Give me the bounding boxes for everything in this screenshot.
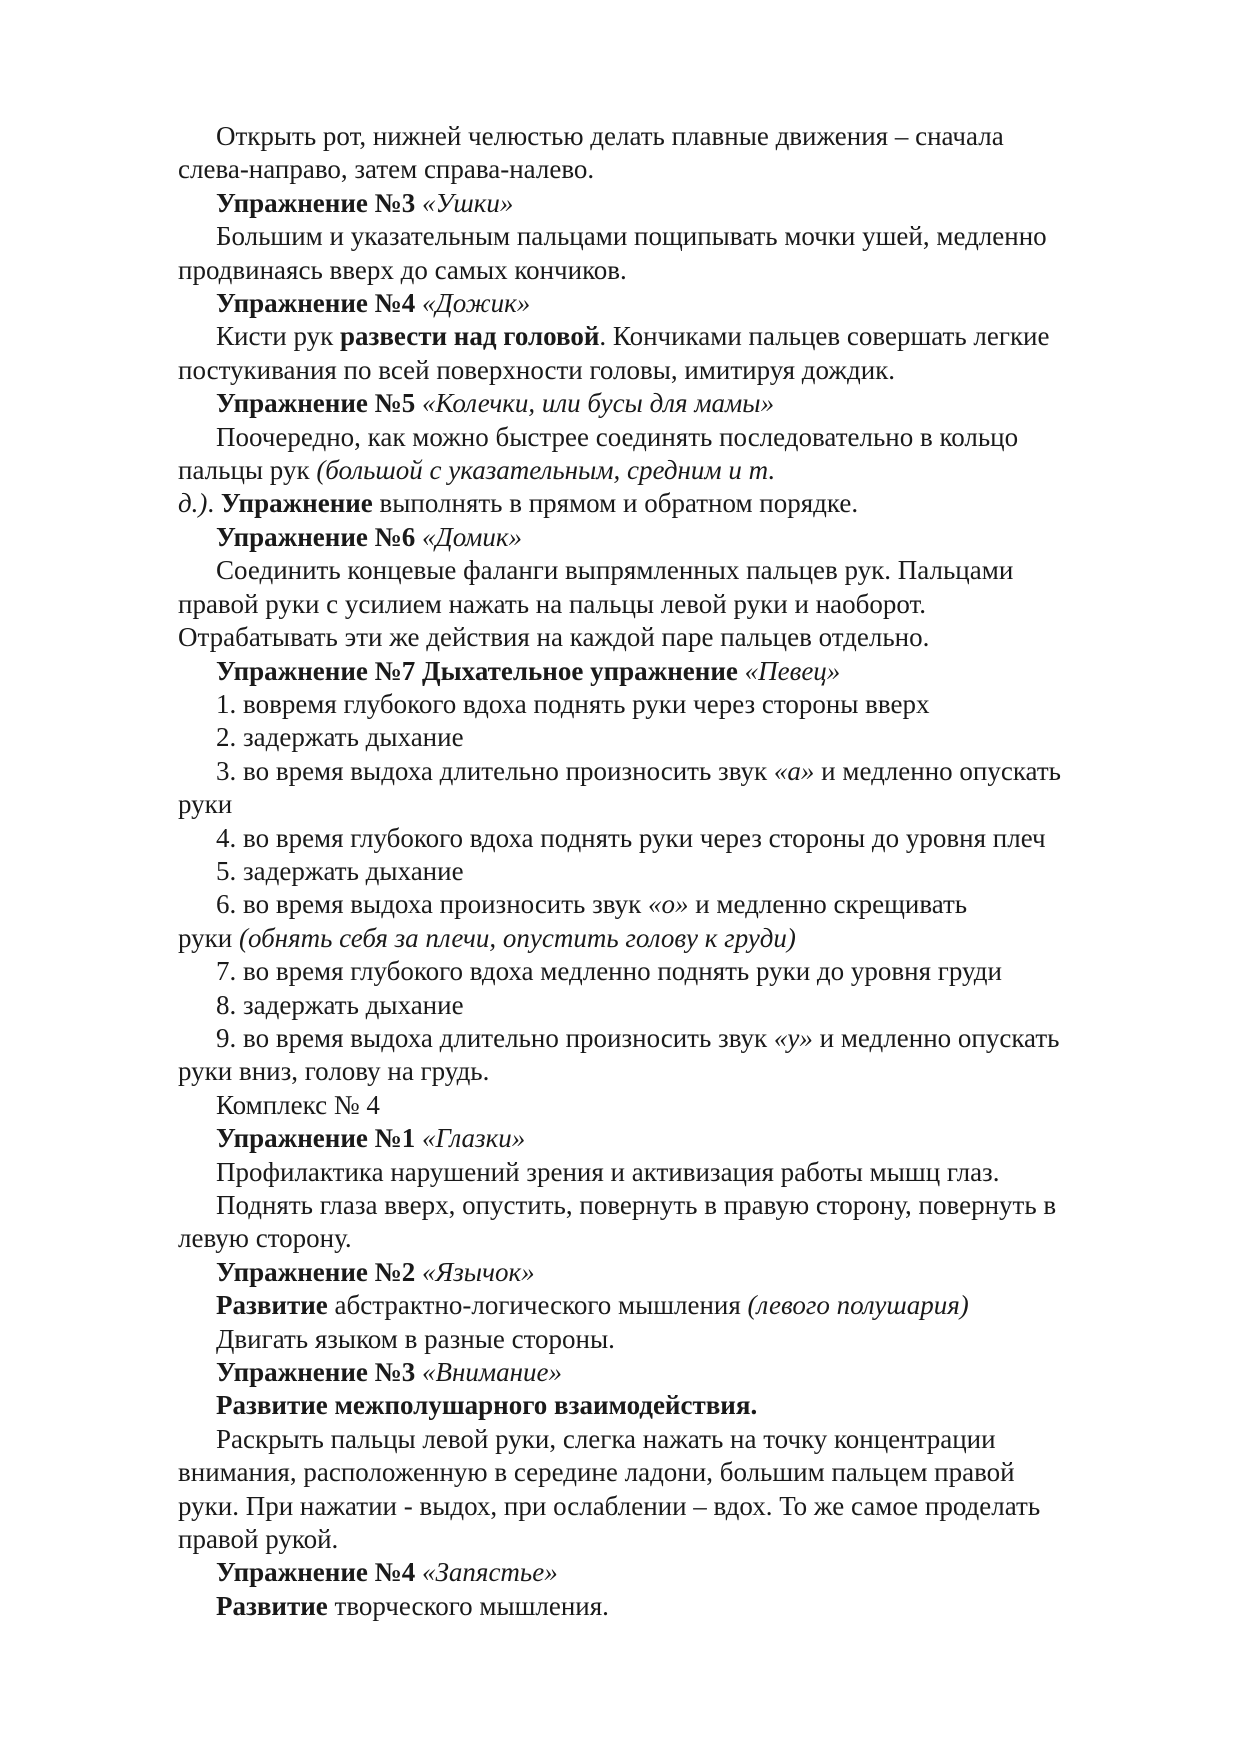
paragraph: Открыть рот, нижней челюстью делать плавные движения – сначала [216, 121, 1004, 151]
exercise-label: Упражнение №6 [216, 521, 416, 552]
paragraph: левую сторону. [178, 1223, 352, 1254]
exercise-name: «Ушки» [422, 187, 514, 218]
paragraph [178, 454, 1148, 487]
exercise-label: Упражнение №5 [216, 388, 416, 419]
paragraph: Поочередно, как можно быстрее соединять последовательно в кольцо [216, 421, 1019, 452]
italic-run: д.) [178, 488, 208, 519]
paragraph: Раскрыть пальцы левой руки, слегка нажать на точку концентрации [216, 1423, 996, 1454]
italic-run: (обнять себя за плечи, опустить голову к груди) [238, 922, 796, 953]
document-body [178, 120, 1148, 1623]
paragraph [178, 1289, 1148, 1322]
paragraph: Соединить концевые фаланги выпрямленных пальцев рук. Пальцами [216, 555, 1014, 586]
paragraph: руки. При нажатии - выдох, при ослаблении – вдох. То же самое проделать [178, 1490, 1041, 1521]
text-run: и медленно скрещивать [688, 889, 968, 920]
text-run: руки [178, 922, 239, 953]
paragraph: внимания, расположенную в середине ладони, большим пальцем правой [178, 1457, 1015, 1488]
exercise-label: Упражнение №7 Дыхательное упражнение [216, 655, 738, 686]
paragraph: Большим и указательным пальцами пощипывать мочки ушей, медленно [216, 221, 1047, 252]
exercise-label: Упражнение №4 [216, 288, 416, 319]
paragraph: продвинаясь вверх до самых кончиков. [178, 254, 627, 285]
exercise-label: Упражнение №2 [216, 1256, 416, 1287]
paragraph [178, 320, 1148, 353]
exercise-name: «Внимание» [422, 1357, 563, 1388]
paragraph: Поднять глаза вверх, опустить, повернуть в правую сторону, повернуть в [216, 1190, 1057, 1220]
list-item [178, 888, 1148, 921]
list-item: 1. вовремя глубокого вдоха поднять руки через стороны вверх [216, 688, 930, 719]
italic-run: «о» [647, 889, 689, 920]
exercise-name: «Глазки» [422, 1123, 526, 1154]
exercise-heading [178, 1556, 1148, 1589]
exercise-heading [178, 1356, 1148, 1389]
list-item-continuation: руки вниз, голову на грудь. [178, 1056, 490, 1087]
bold-run: Развитие [216, 1590, 328, 1621]
paragraph: Профилактика нарушений зрения и активизация работы мышц глаз. [216, 1156, 1000, 1187]
exercise-label: Упражнение №3 [216, 1357, 416, 1388]
bold-run: развести над головой [339, 321, 600, 352]
exercise-heading [178, 1256, 1148, 1289]
exercise-heading [178, 521, 1148, 554]
exercise-name: «Запястье» [422, 1557, 558, 1588]
text-run: . Кончиками пальцев совершать легкие [599, 321, 1050, 352]
italic-run: «у» [773, 1022, 813, 1053]
section-title: Комплекс № 4 [216, 1089, 380, 1120]
exercise-label: Упражнение №3 [216, 187, 416, 218]
paragraph: правой руки с усилием нажать на пальцы левой руки и наоборот. [178, 588, 926, 619]
paragraph: Отрабатывать эти же действия на каждой паре пальцев отдельно. [178, 622, 930, 653]
paragraph [178, 1590, 1148, 1623]
paragraph [178, 487, 1148, 520]
text-run: абстрактно-логического мышления [327, 1290, 748, 1321]
text-run: творческого мышления. [327, 1590, 609, 1621]
list-item-continuation [178, 922, 1148, 955]
text-run: 3. во время выдоха длительно произносить звук [216, 755, 774, 786]
bold-run: Развитие межполушарного взаимодействия. [216, 1390, 758, 1421]
text-run: Кисти рук [216, 321, 340, 352]
exercise-heading [178, 655, 1148, 688]
paragraph: слева-направо, затем справа-налево. [178, 154, 595, 185]
bold-run: Развитие [216, 1290, 328, 1321]
exercise-heading [178, 1122, 1148, 1155]
exercise-label: Упражнение №4 [216, 1557, 416, 1588]
paragraph [178, 1389, 1148, 1422]
paragraph: постукивания по всей поверхности головы, имитируя дождик. [178, 354, 896, 385]
list-item: 7. во время глубокого вдоха медленно поднять руки до уровня груди [216, 956, 1002, 987]
text-run: и медленно опускать [814, 755, 1061, 786]
exercise-heading [178, 287, 1148, 320]
exercise-name: «Язычок» [422, 1256, 535, 1287]
exercise-label: Упражнение №1 [216, 1123, 416, 1154]
exercise-name: «Колечки, или бусы для мамы» [422, 388, 775, 419]
list-item: 4. во время глубокого вдоха поднять руки через стороны до уровня плеч [216, 822, 1046, 853]
paragraph: правой рукой. [178, 1524, 339, 1555]
list-item: 8. задержать дыхание [216, 989, 464, 1020]
paragraph: Двигать языком в разные стороны. [216, 1323, 615, 1354]
bold-run: Упражнение [220, 488, 373, 519]
text-run: 9. во время выдоха длительно произносить звук [216, 1022, 774, 1053]
list-item: 2. задержать дыхание [216, 722, 464, 753]
text-run: . [207, 488, 221, 519]
text-run: выполнять в прямом и обратном порядке. [372, 488, 859, 519]
list-item: 5. задержать дыхание [216, 855, 464, 886]
exercise-heading [178, 187, 1148, 220]
text-run: пальцы рук [178, 455, 317, 486]
list-item [178, 1022, 1148, 1055]
list-item-continuation: руки [178, 789, 233, 820]
italic-run: (большой с указательным, средним и т. [316, 455, 776, 486]
text-run: и медленно опускать [812, 1022, 1060, 1053]
exercise-name: «Певец» [744, 655, 841, 686]
italic-run: «а» [773, 755, 815, 786]
list-item [178, 755, 1148, 788]
exercise-name: «Дожик» [422, 288, 531, 319]
exercise-name: «Домик» [422, 521, 523, 552]
italic-run: (левого полушария) [747, 1290, 969, 1321]
text-run: 6. во время выдоха произносить звук [216, 889, 648, 920]
exercise-heading [178, 387, 1148, 420]
